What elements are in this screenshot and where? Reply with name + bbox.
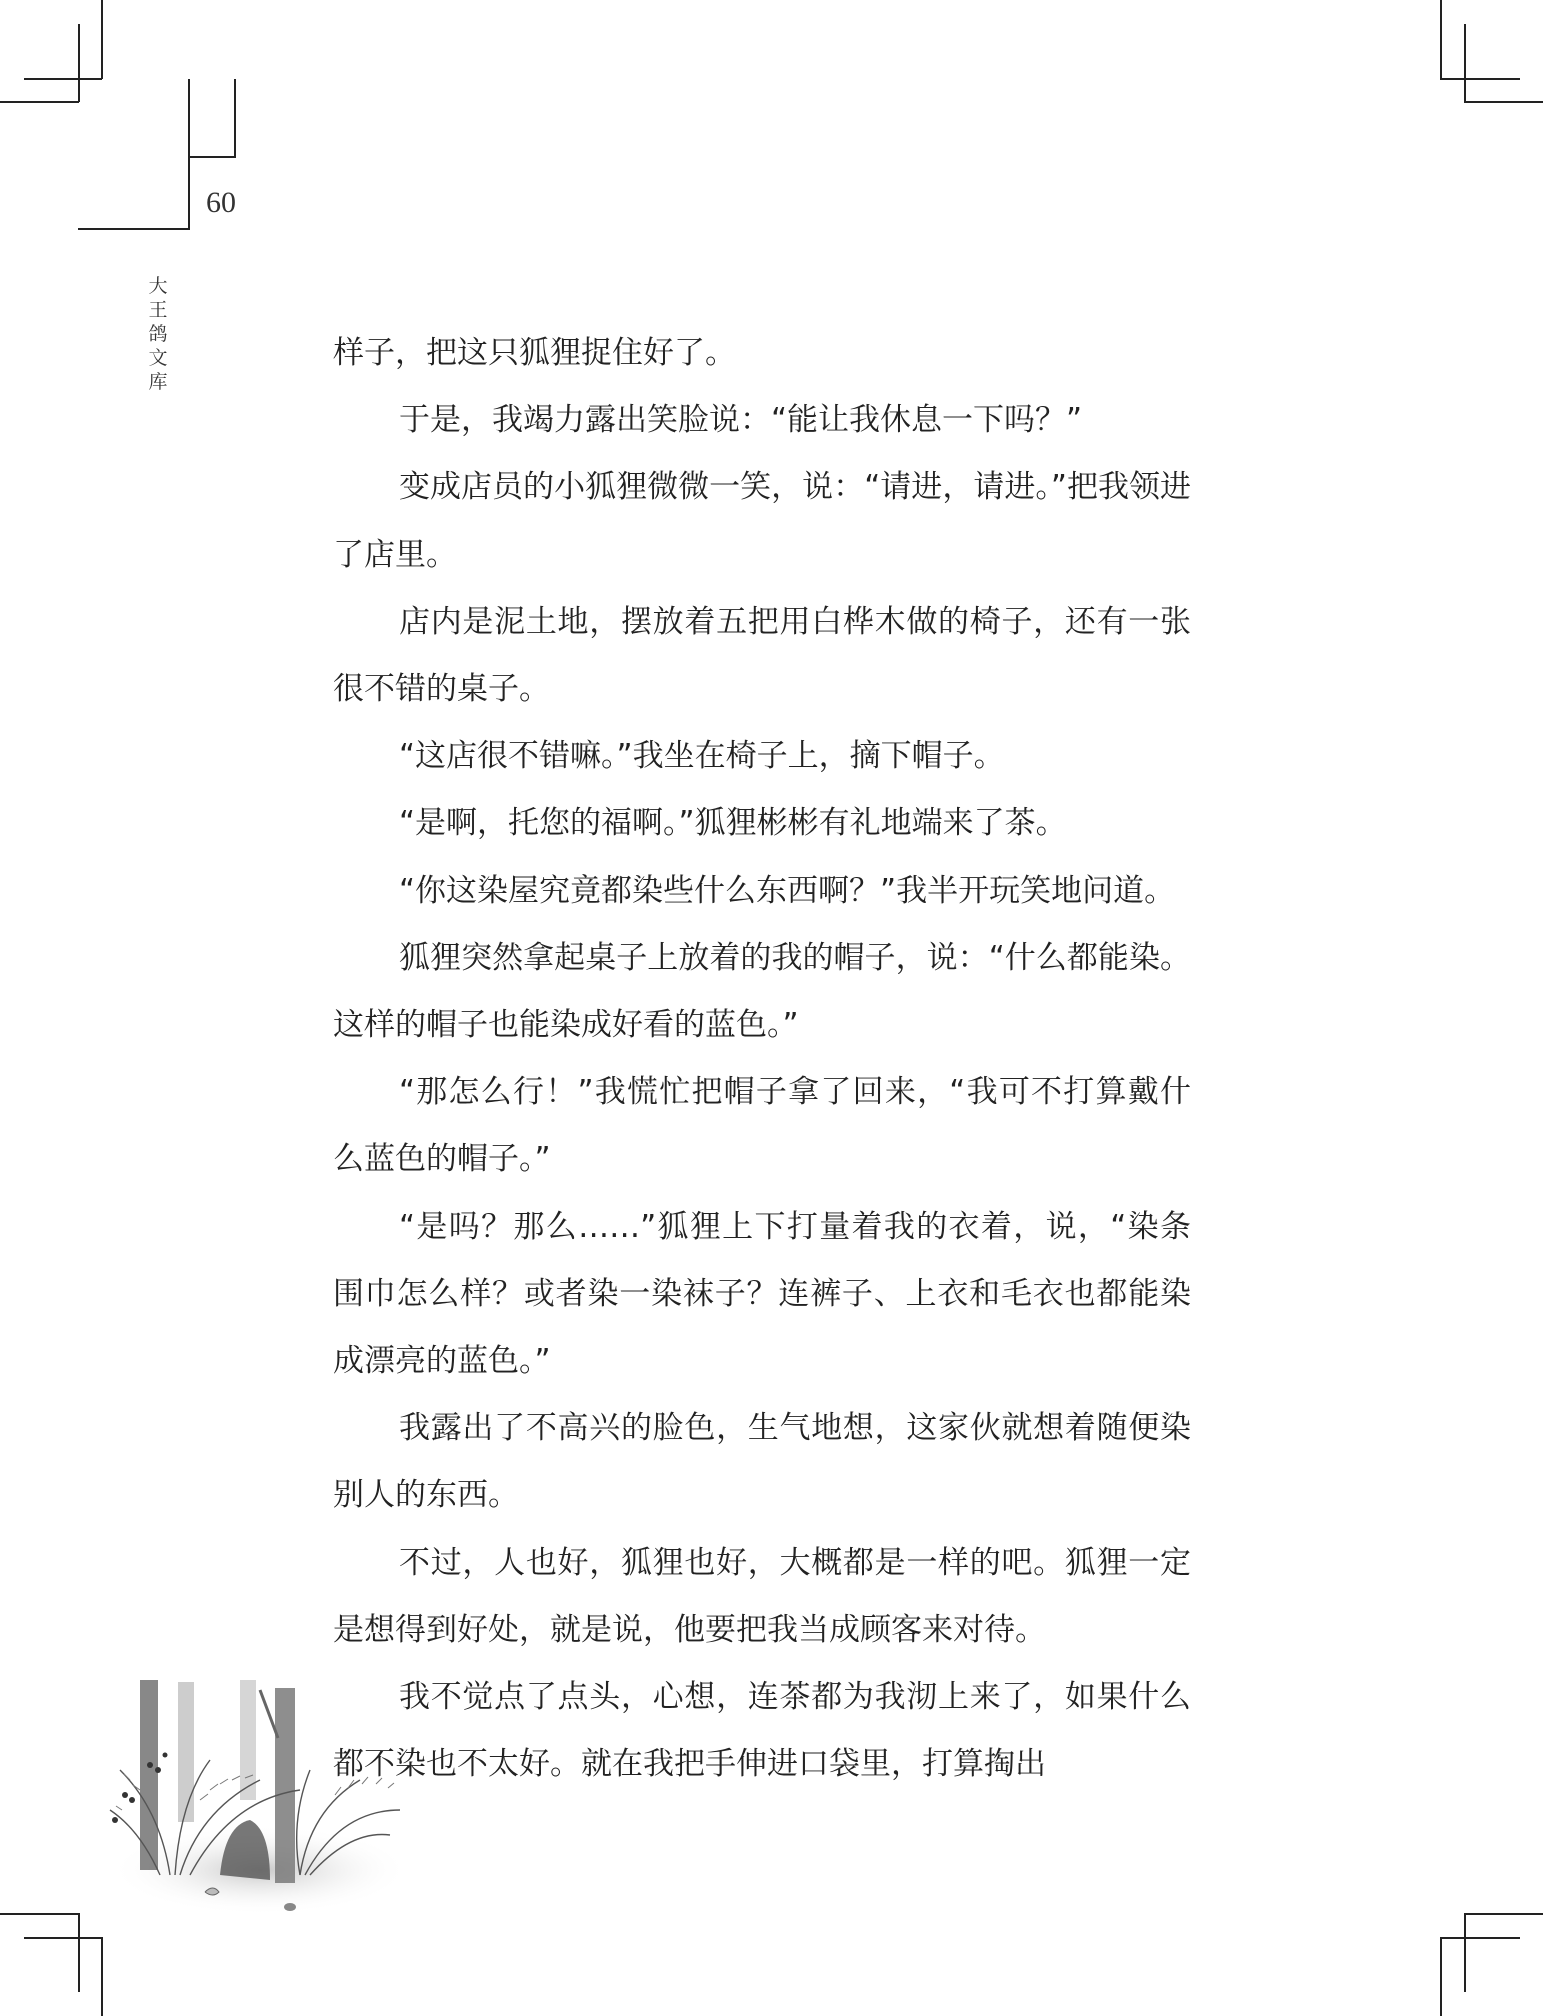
header-rule: [78, 228, 190, 230]
crop-mark-line: [1464, 101, 1543, 103]
crop-mark-line: [78, 24, 80, 102]
series-title: 大王鸽文库: [148, 275, 168, 393]
header-rule: [234, 79, 236, 158]
paragraph: “那怎么行！”我慌忙把帽子拿了回来，“我可不打算戴什么蓝色的帽子。”: [333, 1074, 1191, 1178]
paragraph: “这店很不错嘛。”我坐在椅子上，摘下帽子。: [399, 738, 1005, 775]
crop-mark-line: [101, 0, 103, 79]
header-rule: [188, 156, 236, 158]
crop-mark-line: [1464, 24, 1466, 102]
paragraph: “你这染屋究竟都染些什么东西啊？”我半开玩笑地问道。: [399, 872, 1176, 909]
crop-mark-line: [1440, 1937, 1520, 1939]
body-text: [333, 320, 1191, 1798]
paragraph: 变成店员的小狐狸微微一笑，说：“请进，请进。”把我领进了店里。: [333, 469, 1191, 573]
paragraph: 我不觉点了点头，心想，连茶都为我沏上来了，如果什么都不染也不太好。就在我把手伸进口袋里，打算掏出: [333, 1679, 1191, 1783]
paragraph: “是吗？那么……”狐狸上下打量着我的衣着，说，“染条围巾怎么样？或者染一染袜子？连裤子、上衣和毛衣也都能染成漂亮的蓝色。”: [333, 1208, 1191, 1380]
paragraph: 狐狸突然拿起桌子上放着的我的帽子，说：“什么都能染。这样的帽子也能染成好看的蓝色。”: [333, 939, 1191, 1044]
paragraph: 我露出了不高兴的脸色，生气地想，这家伙就想着随便染别人的东西。: [333, 1410, 1191, 1514]
forest-fern-sketch-illustration-icon: [100, 1660, 410, 1915]
crop-mark-line: [24, 78, 102, 80]
crop-mark-line: [1464, 1913, 1466, 1992]
crop-mark-line: [78, 1913, 80, 1992]
crop-mark-line: [0, 1913, 79, 1915]
crop-mark-line: [0, 101, 79, 103]
page-number: 60: [206, 186, 236, 219]
paragraph: 店内是泥土地，摆放着五把用白桦木做的椅子，还有一张很不错的桌子。: [333, 603, 1191, 708]
paragraph: 于是，我竭力露出笑脸说：“能让我休息一下吗？”: [399, 402, 1083, 439]
paragraph: 样子，把这只狐狸捉住好了。: [333, 335, 736, 371]
crop-mark-line: [1464, 1913, 1543, 1915]
header-rule: [188, 79, 190, 230]
paragraph: “是啊，托您的福啊。”狐狸彬彬有礼地端来了茶。: [399, 805, 1067, 842]
crop-mark-line: [1440, 1937, 1442, 2016]
paragraph: 不过，人也好，狐狸也好，大概都是一样的吧。狐狸一定是想得到好处，就是说，他要把我当成顾客来对待。: [333, 1544, 1191, 1648]
crop-mark-line: [1440, 78, 1520, 80]
crop-mark-line: [101, 1937, 103, 2016]
crop-mark-line: [1440, 0, 1442, 79]
crop-mark-line: [24, 1937, 102, 1939]
